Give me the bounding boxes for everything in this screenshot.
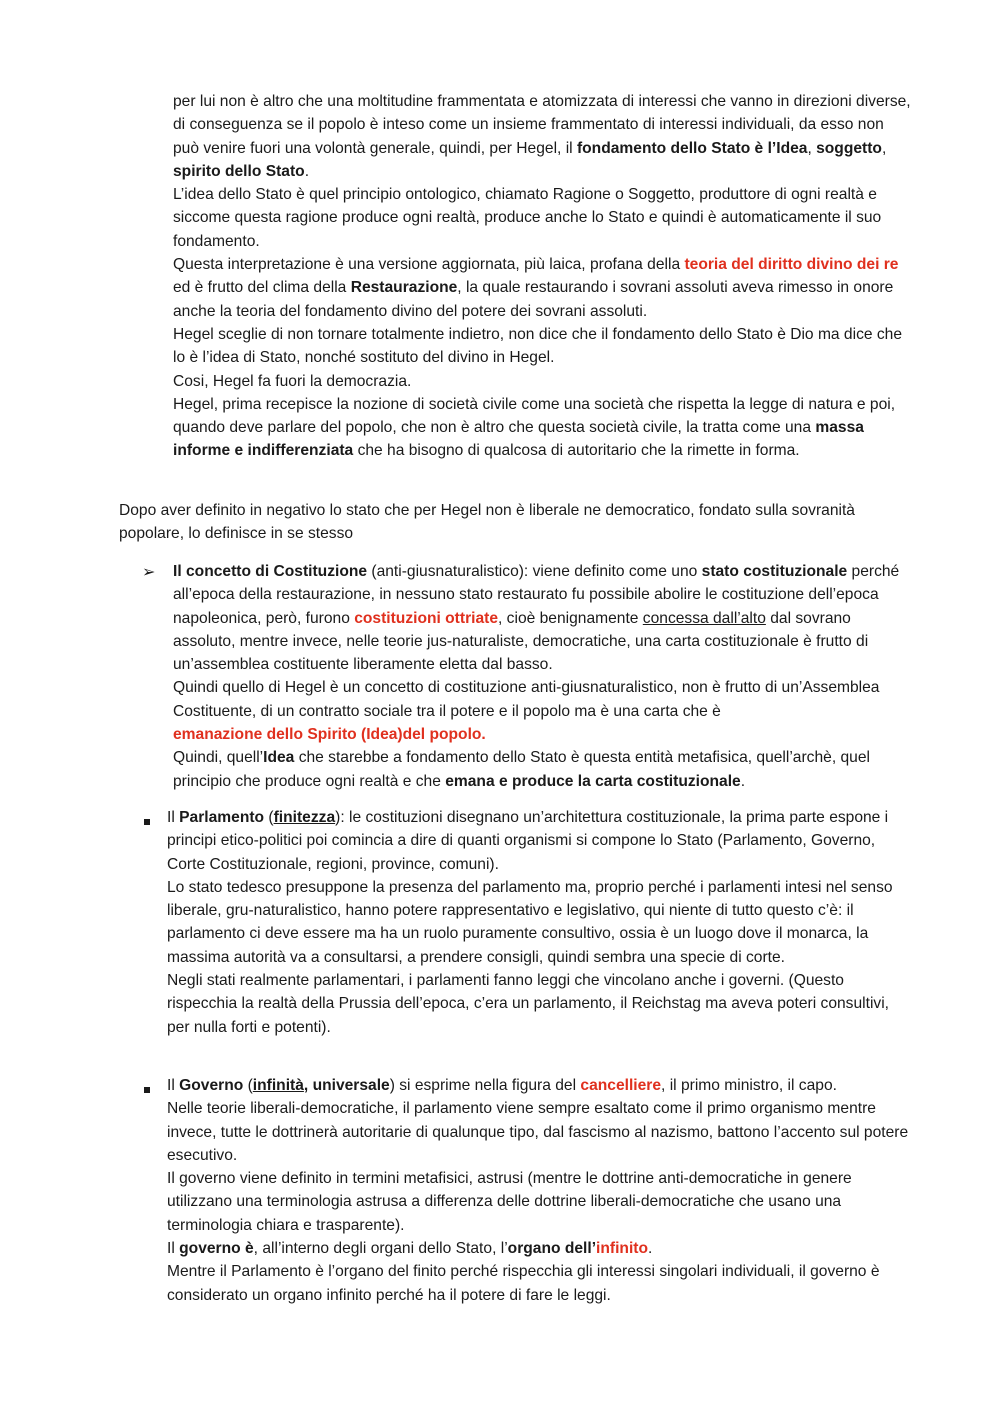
text-run: Lo stato tedesco presuppone la presenza del parlamento ma, proprio perché i parlamenti intesi nel senso liberale, gru-naturalistico, hanno potere rappresentativo e legislativo, qui niente di tutto questo c’è: il parlamento ci deve essere ma ha un ruolo puramente consultivo, ossia è un luogo dove il monarca, la massima autorità va a consultarsi, a prendere consigli, quindi sembra una specie di corte.: [167, 878, 893, 966]
text-run: Quindi, quell’: [173, 749, 264, 767]
bold-fondamento: fondamento dello Stato è l’Idea: [576, 139, 808, 157]
text-run: perché all’epoca della restaurazione, in nessuno stato restaurato fu possibile abolire le costituzione dell’epoca napoleonica, però, furono: [173, 563, 900, 627]
bold-restaurazione: Restaurazione: [350, 279, 458, 297]
bold-soggetto: soggetto: [816, 139, 882, 157]
text-run: .: [648, 1240, 653, 1258]
text-run: Hegel, prima recepisce la nozione di società civile come una società che rispetta la legge di natura e poi, quando deve parlare del popolo, che non è altro che questa società civile, la tratta come una: [173, 395, 896, 437]
red-costituzioni-ottriate: costituzioni ottriate: [354, 609, 499, 627]
underline-concessa: concessa dall’alto: [642, 609, 766, 627]
text-run: ,: [807, 139, 817, 157]
text-run: Il: [167, 1240, 180, 1258]
text-run: Mentre il Parlamento è l’organo del finito perché rispecchia gli interessi singolari individuali, il governo è considerato un organo infinito perché ha il potere di fare le leggi.: [167, 1263, 880, 1304]
bold-massa-informe: massa informe e indifferenziata: [173, 419, 864, 460]
text-run: Nelle teorie liberali-democratiche, il parlamento viene sempre esaltato come il primo organismo mentre invece, tutte le dottrinerà autoritarie di qualunque tipo, dal fascismo al nazismo, battono l’accento sul potere esecutivo.: [167, 1100, 909, 1164]
bold-emana-produce: emana e produce la carta costituzionale: [445, 772, 741, 790]
text-run: , all’interno degli organi dello Stato, l’: [253, 1240, 508, 1258]
text-run: Negli stati realmente parlamentari, i parlamenti fanno leggi che vincolano anche i governi. (Questo rispecchia la realtà della Prussia dell’epoca, c’era un parlamento, il Reichstag ma aveva poteri consultivi, per nulla forti e potenti).: [167, 972, 890, 1036]
text-run: che ha bisogno di qualcosa di autoritario che la rimette in forma.: [353, 442, 800, 460]
paragraph-fondamento: [173, 90, 913, 463]
arrow-bullet-icon: ➢: [142, 564, 156, 581]
text-run: Questa interpretazione è una versione aggiornata, più laica, profana della: [173, 256, 685, 274]
text-run: che starebbe a fondamento dello Stato è questa entità metafisica, quell’archè, quel principio che produce ogni realtà e che: [173, 749, 870, 790]
paragraph-intro: Dopo aver definito in negativo lo stato che per Hegel non è liberale ne democratico, fondato sulla sovranità popolare, lo definisce in se stesso: [119, 502, 855, 543]
square-bullet-icon: [144, 819, 150, 825]
red-infinito: infinito: [596, 1240, 649, 1258]
list-item-parlamento: [167, 806, 913, 1039]
text-run: Il: [167, 809, 180, 826]
list-item-governo: [167, 1074, 913, 1307]
square-bullet-icon: [144, 1087, 150, 1093]
bold-concetto-costituzione: Il concetto di Costituzione: [173, 563, 368, 580]
text-run: .: [304, 162, 310, 180]
text-run: , il primo ministro, il capo.: [661, 1077, 837, 1094]
bold-spirito: spirito dello Stato: [173, 162, 305, 180]
text-run: dal sovrano assoluto, mentre invece, nelle teorie jus-naturaliste, democratiche, una carta costituzionale è frutto di un’assemblea costituente liberamente eletta dal basso.: [173, 609, 869, 674]
text-run: ed è frutto del clima della: [173, 279, 351, 297]
text-run: Il: [167, 1077, 180, 1094]
red-emanazione-spirito: emanazione dello Spirito (Idea)del popolo.: [173, 726, 486, 744]
paragraph-democrazia: Cosi, Hegel fa fuori la democrazia.: [173, 372, 412, 390]
paragraph-hegel-sceglie: Hegel sceglie di non tornare totalmente indietro, non dice che il fondamento dello Stato è Dio ma dice che lo è l’idea di Stato, nonché sostituto del divino in Hegel.: [173, 325, 903, 367]
text-run: per lui non è altro che una moltitudine frammentata e atomizzata di interessi che vanno in direzioni diverse, di conseguenza se il popolo è inteso come un insieme frammentato di interessi individuali, da esso non può venire fuori una volontà generale, quindi, per Hegel, il: [173, 93, 911, 157]
bold-idea: Idea: [263, 749, 295, 767]
paragraph-idea-stato: L’idea dello Stato è quel principio ontologico, chiamato Ragione o Soggetto, produttore di ogni realtà e siccome questa ragione produce ogni realtà, produce anche lo Stato e quindi è automaticamente il suo fondamento.: [173, 186, 882, 250]
text-run: ): le costituzioni disegnano un’architettura costituzionale, la prima parte espone i principi etico-politici poi comincia a dire di quanti organismi si compone lo Stato (Parlamento, Governo, Corte Costituzionale, regioni, province, comuni).: [167, 809, 889, 873]
bold-stato-costituzionale: stato costituzionale: [701, 563, 848, 580]
text-run: .: [740, 772, 746, 790]
text-run: (: [264, 809, 274, 826]
bold-governo-e: governo è: [179, 1240, 254, 1258]
bold-finitezza: finitezza: [273, 809, 336, 826]
text-run: ) si esprime nella figura del: [389, 1077, 581, 1094]
red-teoria-diritto-divino: teoria del diritto divino dei re: [684, 256, 899, 274]
bold-organo: organo dell’: [507, 1240, 597, 1258]
text-run: (anti-giusnaturalistico): viene definito come uno: [367, 563, 702, 580]
text-run: Quindi quello di Hegel è un concetto di costituzione anti-giusnaturalistico, non è frutto di un’Assemblea Costituente, di un contratto sociale tra il potere e il popolo ma è una carta che è: [173, 679, 880, 720]
list-item-costituzione: [173, 560, 913, 793]
bold-infinita: infinità: [252, 1077, 304, 1094]
red-cancelliere: cancelliere: [580, 1077, 662, 1094]
bold-universale: , universale: [303, 1077, 390, 1094]
text-run: (: [243, 1077, 253, 1094]
text-run: , la quale restaurando i sovrani assoluti aveva rimesso in onore anche la teoria del fondamento divino del potere dei sovrani assoluti.: [173, 279, 894, 320]
text-run: Il governo viene definito in termini metafisici, astrusi (mentre le dottrine anti-democratiche in genere utilizzano una terminologia astrusa a differenza delle dottrine liberali-democratiche che usano una terminologia chiara e trasparente).: [167, 1170, 852, 1234]
bold-parlamento: Parlamento: [179, 809, 265, 826]
bold-governo: Governo: [179, 1077, 244, 1094]
text-run: , cioè benignamente: [498, 609, 643, 627]
text-run: ,: [881, 139, 887, 157]
